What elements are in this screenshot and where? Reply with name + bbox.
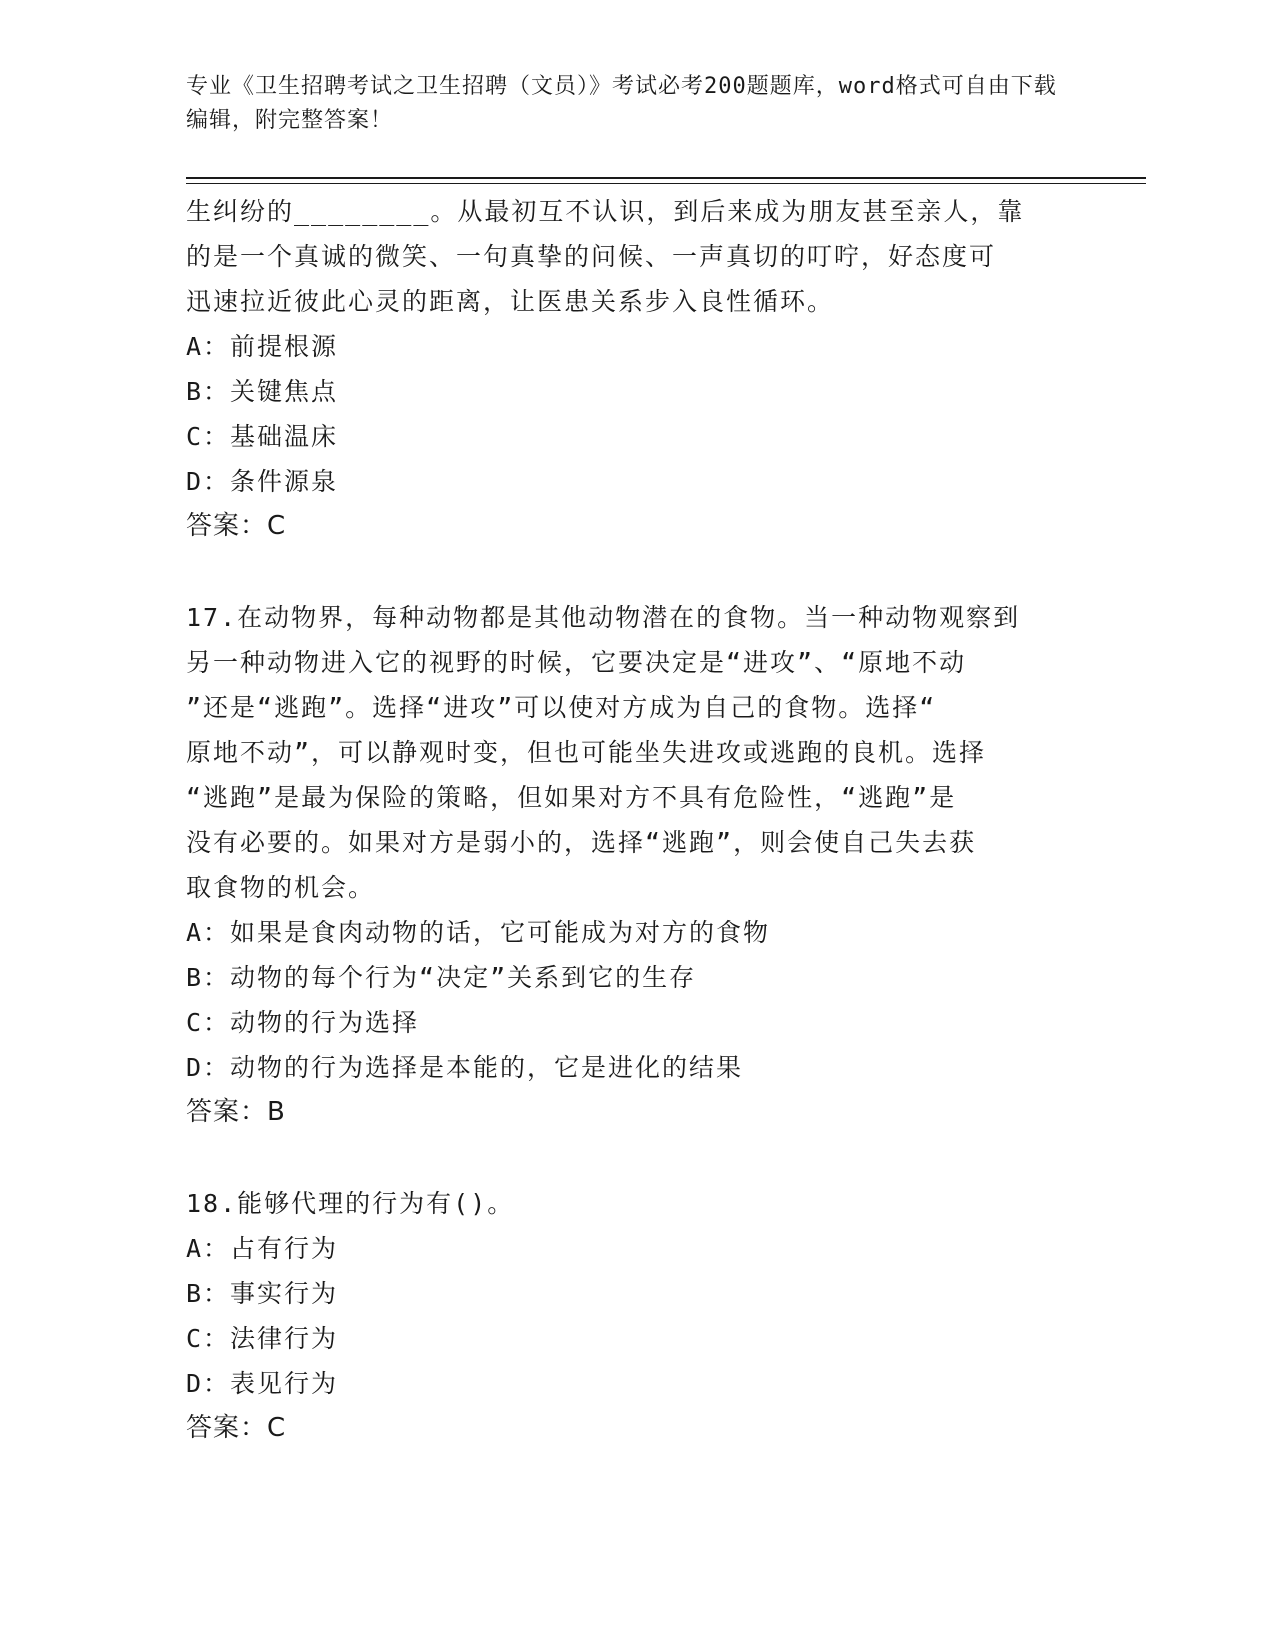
question-line: 另一种动物进入它的视野的时候，它要决定是“进攻”、“原地不动 [186, 648, 967, 677]
option-a: A：如果是食肉动物的话，它可能成为对方的食物 [186, 918, 771, 947]
option-d: D：条件源泉 [186, 467, 339, 496]
question-line: 17.在动物界，每种动物都是其他动物潜在的食物。当一种动物观察到 [186, 603, 1021, 632]
question-line: 生纠纷的________。从最初互不认识，到后来成为朋友甚至亲人，靠 [186, 197, 1025, 226]
question-17 [186, 595, 1066, 1135]
option-d: D：表见行为 [186, 1369, 339, 1398]
option-d: D：动物的行为选择是本能的，它是进化的结果 [186, 1053, 744, 1082]
option-c: C：法律行为 [186, 1324, 339, 1353]
answer-label: 答案：B [186, 1097, 286, 1127]
option-b: B：事实行为 [186, 1279, 339, 1308]
question-text [186, 189, 1066, 324]
question-line: 取食物的机会。 [186, 873, 376, 902]
question-16 [186, 189, 1066, 549]
document-body [186, 189, 1066, 1451]
header-rule-thick [186, 177, 1146, 179]
document-header: 专业《卫生招聘考试之卫生招聘（文员）》考试必考200题题库，word格式可自由下载编辑，附完整答案！ [186, 74, 1057, 133]
answer-label: 答案：C [186, 1413, 287, 1443]
question-line: 迅速拉近彼此心灵的距离，让医患关系步入良性循环。 [186, 287, 835, 316]
question-line: 的是一个真诚的微笑、一句真挚的问候、一声真切的叮咛，好态度可 [186, 242, 997, 271]
option-b: B：关键焦点 [186, 377, 339, 406]
question-spacer [186, 549, 1066, 595]
question-spacer [186, 1135, 1066, 1181]
question-text [186, 595, 1066, 910]
question-line: 18.能够代理的行为有()。 [186, 1189, 515, 1218]
question-line: “逃跑”是最为保险的策略，但如果对方不具有危险性，“逃跑”是 [186, 783, 957, 812]
option-c: C：基础温床 [186, 422, 339, 451]
option-a: A：占有行为 [186, 1234, 339, 1263]
option-c: C：动物的行为选择 [186, 1008, 420, 1037]
question-text [186, 1181, 1066, 1226]
answer-label: 答案：C [186, 511, 287, 541]
question-line: 没有必要的。如果对方是弱小的，选择“逃跑”，则会使自己失去获 [186, 828, 977, 857]
option-a: A：前提根源 [186, 332, 339, 361]
question-line: 原地不动”，可以静观时变，但也可能坐失进攻或逃跑的良机。选择 [186, 738, 987, 767]
question-line: ”还是“逃跑”。选择“进攻”可以使对方成为自己的食物。选择“ [186, 693, 937, 722]
option-b: B：动物的每个行为“决定”关系到它的生存 [186, 963, 697, 992]
question-18 [186, 1181, 1066, 1451]
header-rule-thin [186, 183, 1146, 184]
